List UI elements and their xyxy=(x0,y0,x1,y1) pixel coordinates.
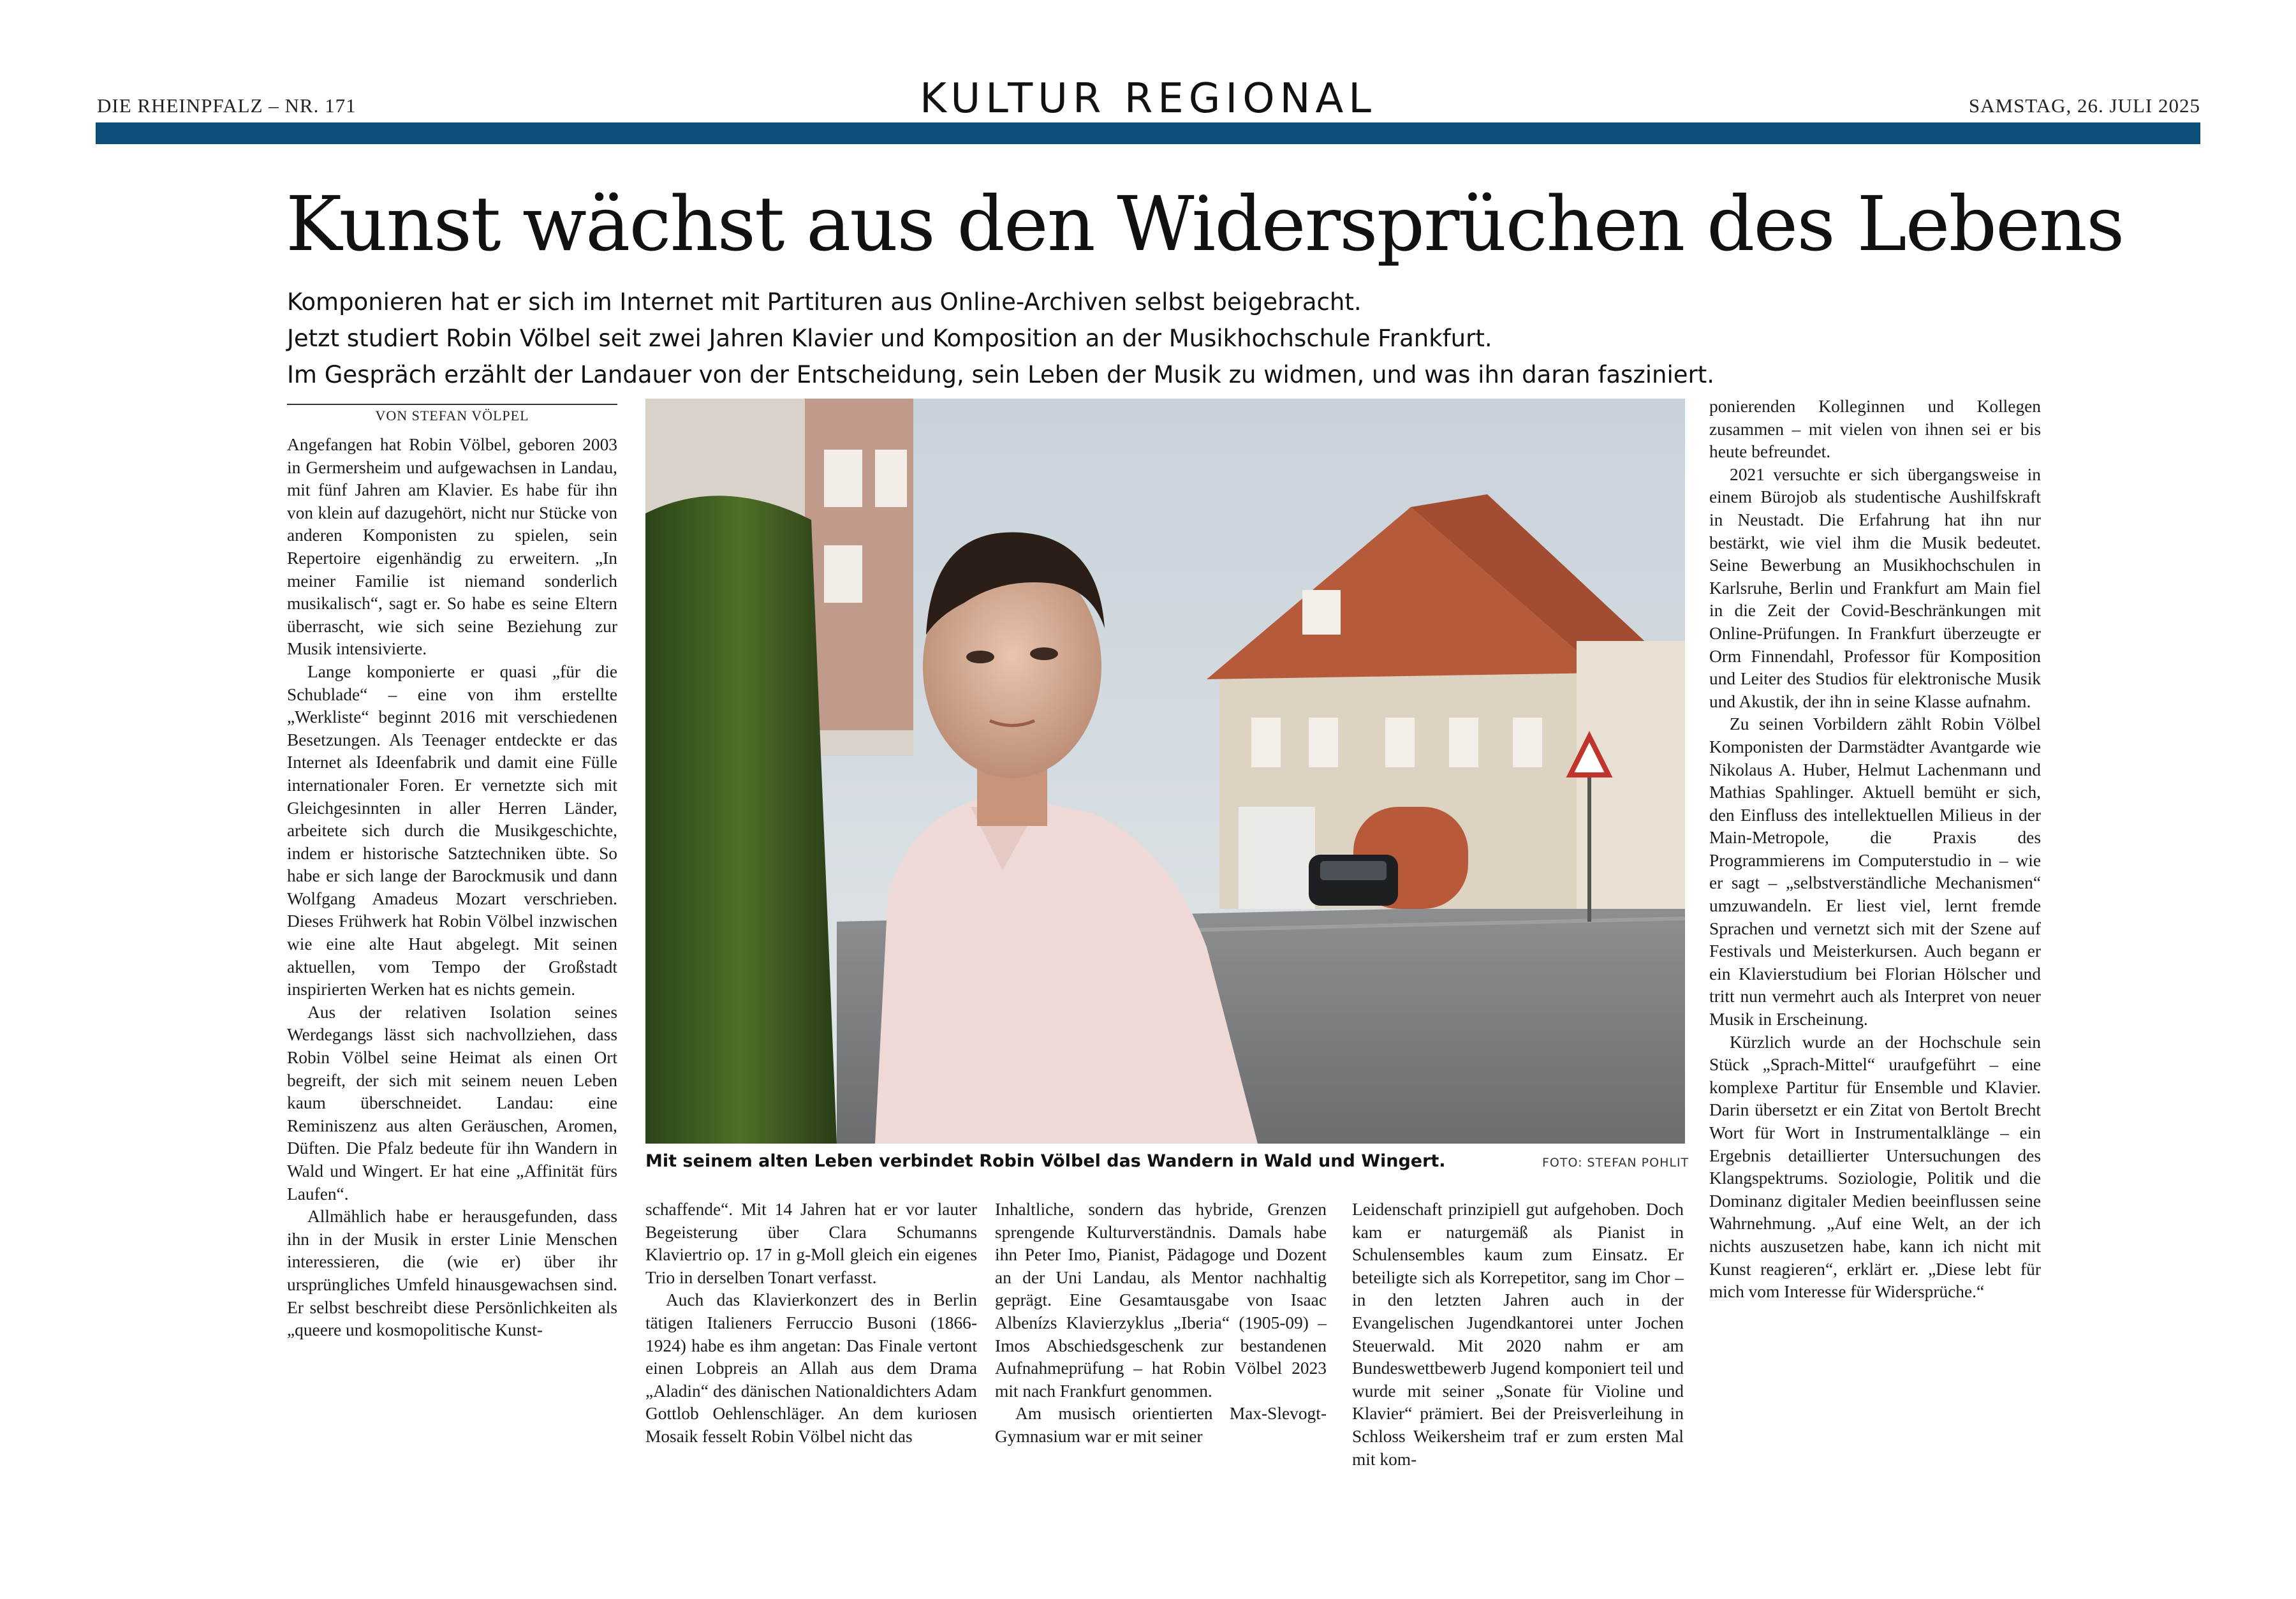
deck-line: Jetzt studiert Robin Völbel seit zwei Jahren Klavier und Komposition an der Musikhochschule Frankfurt. xyxy=(287,325,1492,352)
text-column-2 xyxy=(645,1198,977,1448)
paragraph: Allmählich habe er herausgefunden, dass ihn in der Musik in erster Linie Menschen interessieren, die (wie er) über ihr ursprüngliches Umfeld hinausgewachsen sind. Er selbst beschreibt diese Persönlichkeiten als „queere und kosmopolitische Kunst- xyxy=(287,1207,617,1340)
paragraph: ponierenden Kolleginnen und Kollegen zusammen – mit vielen von ihnen sei er bis heute befreundet. xyxy=(1709,397,2041,462)
text-column-3 xyxy=(995,1198,1327,1448)
paragraph: Inhaltliche, sondern das hybride, Grenzen sprengende Kulturverständnis. Damals habe ihn Peter Imo, Pianist, Pädagoge und Dozent an der Uni Landau, als Mentor nachhaltig geprägt. Eine Gesamtausgabe von Isaac Albenízs Klavierzyklus „Iberia“ (1905-09) – Imos Abschiedsgeschenk zur bestandenen Aufnahmeprüfung – hat Robin Völbel 2023 mit nach Frankfurt genommen. xyxy=(995,1200,1327,1401)
photo-credit: FOTO: STEFAN POHLIT xyxy=(1542,1156,1689,1170)
article-deck xyxy=(287,284,2041,393)
paragraph: Aus der relativen Isolation seines Werdegangs lässt sich nachvollziehen, dass Robin Völbel seine Heimat als einen Ort begreift, der sich mit seinem neuen Leben kaum überschneidet. Landau: eine Reminiszenz aus alten Geräuschen, Aromen, Düften. Die Pfalz bedeute für ihn Wandern in Wald und Wingert. Er hat eine „Affinität fürs Laufen“. xyxy=(287,1002,617,1204)
paragraph: Auch das Klavierkonzert des in Berlin tätigen Italieners Ferruccio Busoni (1866-1924) habe es ihm angetan: Das Finale vertont einen Lobpreis an Allah aus dem Drama „Aladin“ des dänischen Nationaldichters Adam Gottlob Oehlenschläger. An dem kuriosen Mosaik fesselt Robin Völbel nicht das xyxy=(645,1290,977,1446)
newspaper-issue: DIE RHEINPFALZ – NR. 171 xyxy=(97,94,357,117)
photo-caption: Mit seinem alten Leben verbindet Robin Völbel das Wandern in Wald und Wingert. xyxy=(645,1151,1446,1171)
paragraph: 2021 versuchte er sich übergangsweise in einem Bürojob als studentische Aushilfskraft in Neustadt. Die Erfahrung hat ihn nur bestärkt, wie viel ihm die Musik bedeutet. Seine Bewerbung an Musikhochschulen in Karlsruhe, Berlin und Frankfurt am Main fiel in die Zeit der Covid-Beschränkungen mit Online-Prüfungen. In Frankfurt überzeugte er Orm Finnendahl, Professor für Komposition und Leiter des Studios für elektronische Musik und Akustik, der ihn in seine Klasse aufnahm. xyxy=(1709,464,2041,711)
text-column-1 xyxy=(287,434,617,1342)
byline: VON STEFAN VÖLPEL xyxy=(287,404,617,424)
header-rule xyxy=(96,122,2200,144)
text-column-5 xyxy=(1709,395,2041,1304)
section-title: KULTUR REGIONAL xyxy=(920,75,1376,122)
headline: Kunst wächst aus den Widersprüchen des Lebens xyxy=(286,180,2124,268)
paragraph: Am musisch orientierten Max-Slevogt-Gymnasium war er mit seiner xyxy=(995,1404,1327,1446)
portrait-street-photo xyxy=(645,399,1685,1144)
article-photo xyxy=(645,399,1685,1144)
text-column-4 xyxy=(1352,1198,1684,1471)
issue-date: SAMSTAG, 26. JULI 2025 xyxy=(1968,94,2200,117)
paragraph: Kürzlich wurde an der Hochschule sein Stück „Sprach-Mittel“ uraufgeführt – eine komplexe Partitur für Ensemble und Klavier. Darin übersetzt er ein Zitat von Bertolt Brecht Wort für Wort in Instrumentalklänge – ein Ergebnis detaillierter Untersuchungen des Klangspektrums. Soziologie, Politik und die Dominanz digitaler Medien beeinflussen seine Wahrnehmung. „Auf eine Welt, an der ich nichts auszusetzen habe, kann ich nicht mit Kunst reagieren“, erklärt er. „Diese lebt für mich vom Interesse für Widersprüche.“ xyxy=(1709,1032,2041,1302)
paragraph: schaffende“. Mit 14 Jahren hat er vor lauter Begeisterung über Clara Schumanns Klaviertrio op. 17 in g-Moll gleich ein eigenes Trio in derselben Tonart verfasst. xyxy=(645,1200,977,1287)
paragraph: Angefangen hat Robin Völbel, geboren 2003 in Germersheim und aufgewachsen in Landau, mit fünf Jahren am Klavier. Es habe für ihn von klein auf dazugehört, nicht nur Stücke von anderen Komponisten zu spielen, sein Repertoire eigenhändig zu erweitern. „In meiner Familie ist niemand sonderlich musikalisch“, sagt er. So habe es seine Eltern überrascht, wie sich seine Beziehung zur Musik intensivierte. xyxy=(287,435,617,659)
deck-line: Komponieren hat er sich im Internet mit Partituren aus Online-Archiven selbst beigebracht. xyxy=(287,288,1362,316)
paragraph: Lange komponierte er quasi „für die Schublade“ – eine von ihm erstellte „Werkliste“ beginnt 2016 mit verschiedenen Besetzungen. Als Teenager entdeckte er das Internet als Ideenfabrik und damit eine Fülle internationaler Foren. Er vernetzte sich mit Gleichgesinnten in aller Herren Länder, arbeitete sich durch die Musikgeschichte, indem er historische Satztechniken übte. So habe er sich lange der Barockmusik und dann Wolfgang Amadeus Mozart verschrieben. Dieses Frühwerk hat Robin Völbel inzwischen wie eine alte Haut abgelegt. Mit seinen aktuellen, vom Tempo der Großstadt inspirierten Werken hat es nichts gemein. xyxy=(287,661,617,999)
deck-line: Im Gespräch erzählt der Landauer von der Entscheidung, sein Leben der Musik zu widmen, und was ihn daran fasziniert. xyxy=(287,361,1715,388)
paragraph: Zu seinen Vorbildern zählt Robin Völbel Komponisten der Darmstädter Avantgarde wie Nikolaus A. Huber, Helmut Lachenmann und Mathias Spahlinger. Aktuell bemüht er sich, den Einfluss des intellektuellen Milieus in der Main-Metropole, die Praxis des Programmierens im Computerstudio in – wie er sagt – „selbstverständliche Mechanismen“ umzuwandeln. Er liest viel, lernt fremde Sprachen und vernetzt sich mit der Szene auf Festivals und Meisterkursen. Auch begann er ein Klavierstudium bei Florian Hölscher und tritt nun vermehrt auch als Interpret von neuer Musik in Erscheinung. xyxy=(1709,714,2041,1029)
paragraph: Leidenschaft prinzipiell gut aufgehoben. Doch kam er naturgemäß als Pianist in Schulensembles kaum zum Einsatz. Er beteiligte sich als Korrepetitor, sang im Chor – in den letzten Jahren auch in der Evangelischen Jugendkantorei unter Jochen Steuerwald. Mit 2020 nahm er am Bundeswettbewerb Jugend komponiert teil und wurde mit seiner „Sonate für Violine und Klavier“ prämiert. Bei der Preisverleihung in Schloss Weikersheim traf er zum ersten Mal mit kom- xyxy=(1352,1200,1684,1469)
